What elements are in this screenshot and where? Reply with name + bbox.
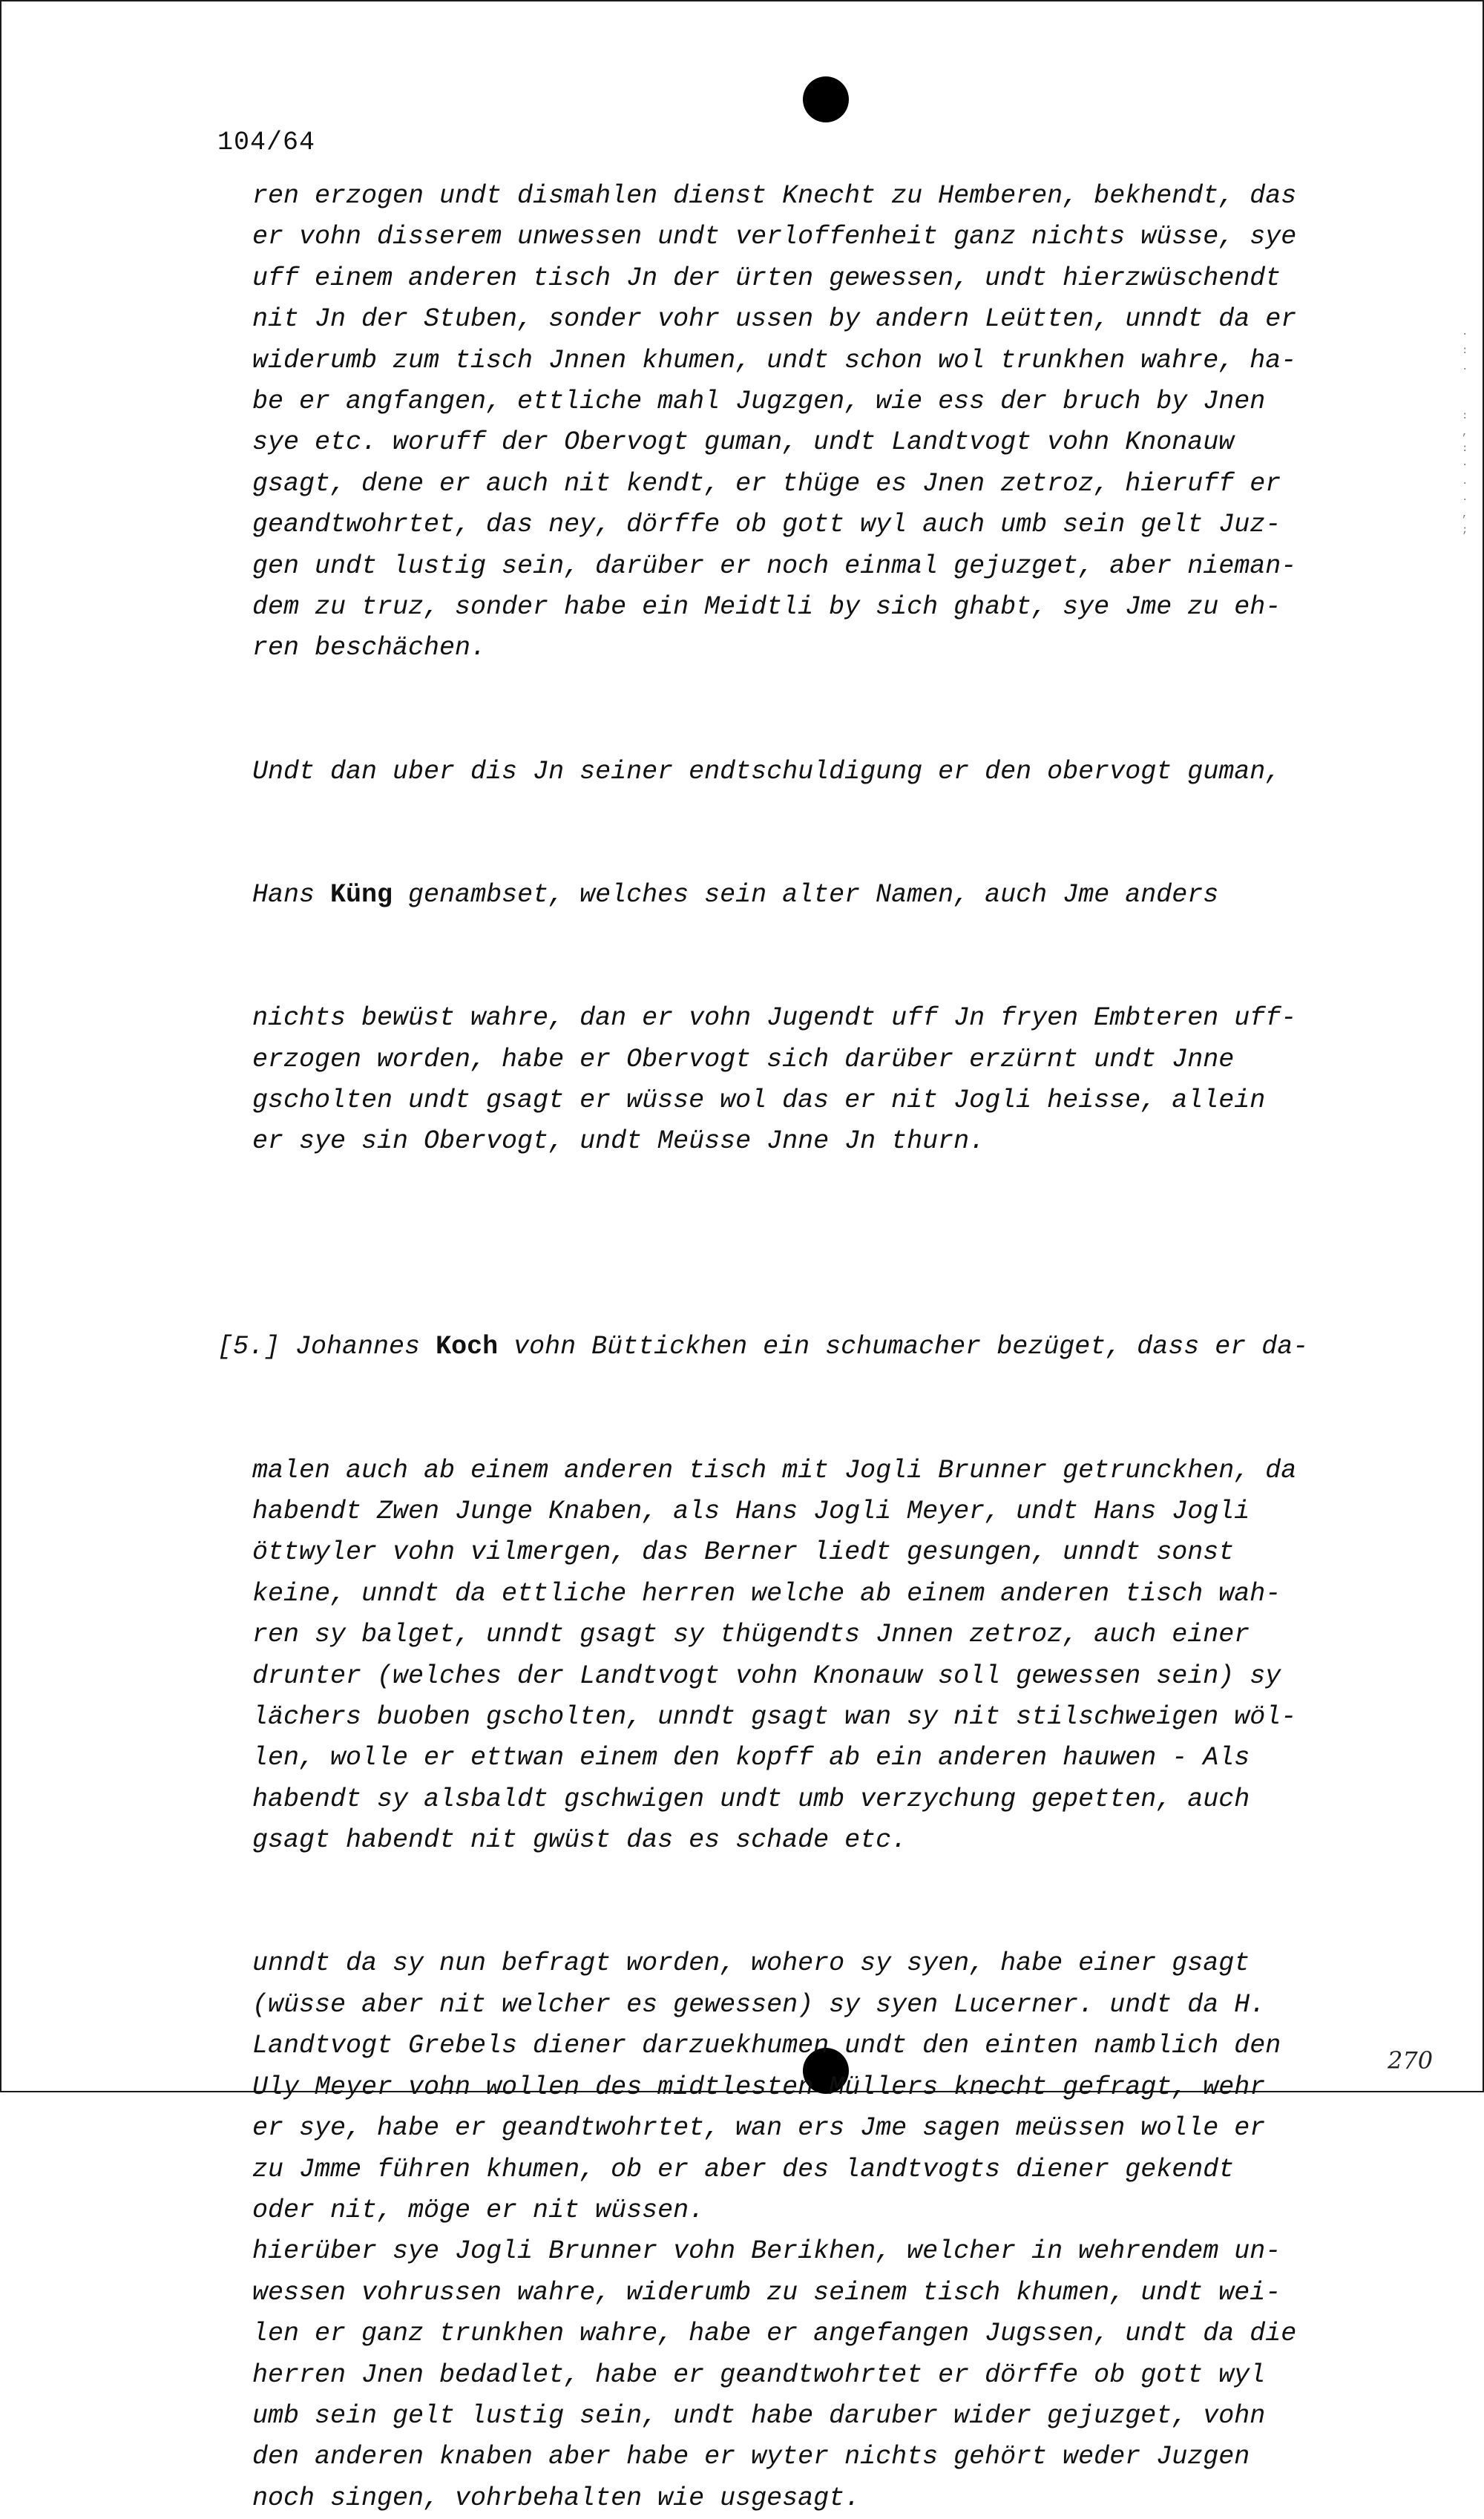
text-line: habendt sy alsbaldt gschwigen undt umb verzychung gepetten, auch	[252, 1784, 1250, 1814]
text-line: gscholten undt gsagt er wüsse wol das er nit Jogli heisse, allein	[252, 1085, 1266, 1115]
name-kung: Küng	[330, 879, 393, 910]
text-line: ren erzogen undt dismahlen dienst Knecht zu Hemberen, bekhendt, das	[252, 181, 1297, 211]
page-number: 104/64	[217, 128, 316, 157]
text-line: den anderen knaben aber habe er wyter nichts gehört weder Juzgen	[252, 2442, 1250, 2472]
text-line: dem zu truz, sonder habe ein Meidtli by sich ghabt, sye Jme zu eh-	[252, 592, 1281, 623]
text-line: be er angfangen, ettliche mahl Jugzgen, wie ess der bruch by Jnen	[252, 387, 1266, 417]
text-line: len, wolle er ettwan einem den kopff ab ein anderen hauwen - Als	[252, 1743, 1250, 1773]
punch-hole-top	[803, 76, 849, 122]
text-line: er sye sin Obervogt, undt Meüsse Jnne Jn thurn.	[252, 1126, 985, 1157]
text-run: Hans	[252, 879, 331, 910]
paragraph-3-rest	[217, 1451, 1454, 1862]
text-line	[252, 875, 1454, 916]
text-line: Uly Meyer vohn wollen des midtlesten Müllers knecht gefragt, wehr	[252, 2072, 1266, 2102]
name-koch: Koch	[436, 1332, 499, 1362]
text-line: Undt dan uber dis Jn seiner endtschuldigung er den obervogt guman,	[252, 756, 1281, 786]
paragraph-2-rest	[252, 998, 1454, 1163]
paragraph-3-item-5	[0, 1245, 1454, 1944]
text-line: wessen vohrussen wahre, widerumb zu seinem tisch khumen, undt wei-	[252, 2277, 1281, 2308]
text-line: malen auch ab einem anderen tisch mit Jogli Brunner getrunckhen, da	[252, 1455, 1297, 1485]
paragraph-1	[0, 176, 1454, 669]
text-line: noch singen, vohrbehalten wie usgesagt.	[252, 2483, 861, 2513]
text-line: uff einem anderen tisch Jn der ürten gewessen, undt hierzwüschendt	[252, 263, 1281, 293]
text-line: gsagt, dene er auch nit kendt, er thüge es Jnen zetroz, hieruff er	[252, 468, 1281, 499]
text-line: nit Jn der Stuben, sonder vohr ussen by andern Leütten, unndt da er	[252, 304, 1297, 335]
document-body	[0, 176, 1454, 2519]
text-line: sye etc. woruff der Obervogt guman, undt Landtvogt vohn Knonauw	[252, 427, 1235, 458]
scanner-edge-marks: · : . : , : · . . , ;	[1462, 329, 1468, 536]
text-line: drunter (welches der Landtvogt vohn Knonauw soll gewessen sein) sy	[252, 1661, 1281, 1691]
text-run: vohn Büttickhen ein schumacher bezüget, dass er da-	[498, 1332, 1309, 1362]
text-line: herren Jnen bedadlet, habe er geandtwohrtet er dörffe ob gott wyl	[252, 2359, 1266, 2390]
text-line: keine, unndt da ettliche herren welche ab einem anderen tisch wah-	[252, 1578, 1281, 1609]
text-line: er sye, habe er geandtwohrtet, wan ers Jme sagen meüssen wolle er	[252, 2113, 1266, 2144]
paragraph-2	[0, 669, 1454, 1245]
text-line: ren sy balget, unndt gsagt sy thügendts Jnnen zetroz, auch einer	[252, 1620, 1250, 1650]
text-line: erzogen worden, habe er Obervogt sich darüber erzürnt undt Jnne	[252, 1044, 1235, 1074]
text-line: len er ganz trunkhen wahre, habe er angefangen Jugssen, undt da die	[252, 2319, 1297, 2349]
text-line: gsagt habendt nit gwüst das es schade etc.	[252, 1825, 907, 1856]
paragraph-4	[0, 1943, 1454, 2231]
text-line: nichts bewüst wahre, dan er vohn Jugendt uff Jn fryen Embteren uff-	[252, 1003, 1297, 1034]
text-line: zu Jmme führen khumen, ob er aber des landtvogts diener gekendt	[252, 2154, 1235, 2184]
text-line	[217, 1327, 1454, 1367]
text-line: geandtwohrtet, das ney, dörffe ob gott wyl auch umb sein gelt Juz-	[252, 510, 1281, 540]
text-line: widerumb zum tisch Jnnen khumen, undt schon wol trunkhen wahre, ha-	[252, 345, 1297, 375]
text-line: gen undt lustig sein, darüber er noch einmal gejuzget, aber nieman-	[252, 551, 1297, 581]
text-line: er vohn disserem unwessen undt verloffenheit ganz nichts wüsse, sye	[252, 222, 1297, 252]
text-line: Landtvogt Grebels diener darzuekhumen undt den einten namblich den	[252, 2031, 1281, 2061]
text-line: oder nit, möge er nit wüssen.	[252, 2195, 705, 2225]
text-line: habendt Zwen Junge Knaben, als Hans Jogli Meyer, undt Hans Jogli	[252, 1497, 1250, 1526]
text-line: öttwyler vohn vilmergen, das Berner liedt gesungen, unndt sonst	[252, 1537, 1235, 1568]
paragraph-5	[0, 2231, 1454, 2519]
text-run: genambset, welches sein alter Namen, auch Jme anders	[393, 879, 1219, 910]
text-line: hierüber sye Jogli Brunner vohn Berikhen, welcher in wehrendem un-	[252, 2236, 1281, 2267]
text-line: umb sein gelt lustig sein, undt habe daruber wider gejuzget, vohn	[252, 2400, 1266, 2431]
text-line: lächers buoben gscholten, unndt gsagt wan sy nit stilschweigen wöl-	[252, 1702, 1297, 1733]
archive-stamp: 270	[1388, 2046, 1434, 2075]
text-line: unndt da sy nun befragt worden, wohero sy syen, habe einer gsagt	[252, 1948, 1250, 1979]
text-run: [5.] Johannes	[217, 1332, 436, 1362]
text-line: (wüsse aber nit welcher es gewessen) sy syen Lucerner. undt da H.	[252, 1989, 1266, 2020]
text-line: ren beschächen.	[252, 633, 487, 663]
